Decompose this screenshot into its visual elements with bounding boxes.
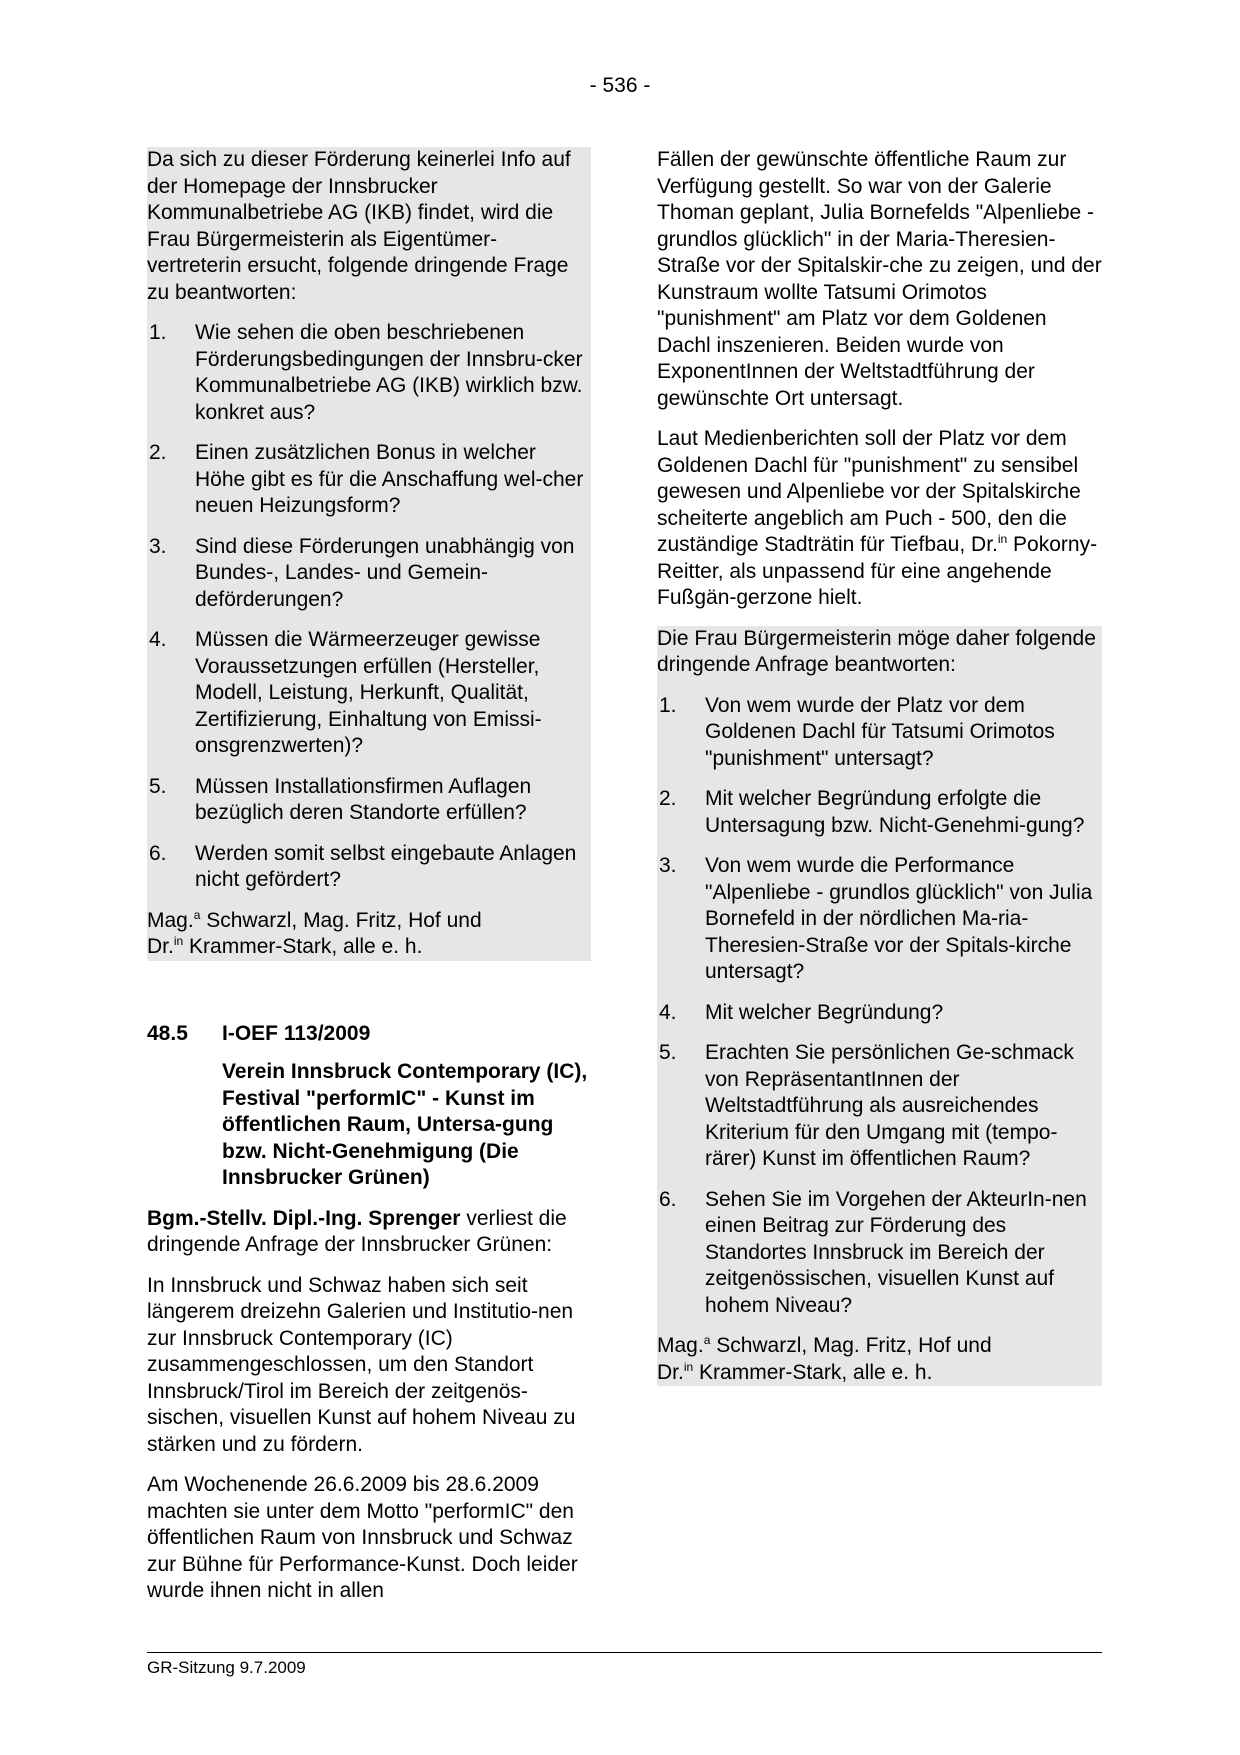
list-item [657,1000,1102,1027]
list-item-number: 5. [659,1041,677,1064]
question-list [147,320,591,894]
list-item-number: 3. [659,854,677,877]
signature-sup: in [683,1359,694,1374]
left-column [147,147,591,1619]
list-item [147,534,591,614]
list-item-text: Von wem wurde die Performance "Alpenliebe - grundlos glücklich" von Julia Bornefeld in der nördlichen Ma-ria-Theresien-Straße vor der Spitals-kirche untersagt? [705,854,1093,983]
list-item [147,440,591,520]
list-item-number: 4. [149,628,167,651]
body-paragraph: Am Wochenende 26.6.2009 bis 28.6.2009 machten sie unter dem Motto "performIC" den öffentlichen Raum von Innsbruck und Schwaz zur Bühne für Performance-Kunst. Doch leider wurde ihnen nicht in allen [147,1473,578,1602]
list-item-text: Sind diese Förderungen unabhängig von Bundes-, Landes- und Gemein-deförderungen? [195,534,575,611]
list-item [147,627,591,760]
speaker-name: Bgm.-Stellv. Dipl.-Ing. Sprenger [147,1206,461,1230]
page-number: - 536 - [589,74,651,97]
list-item-text: Mit welcher Begründung erfolgte die Untersagung bzw. Nicht-Genehmi-gung? [705,787,1085,837]
list-item [657,1040,1102,1173]
signature [147,908,591,961]
signature-title: Mag. [657,1334,704,1357]
list-item-text: Mit welcher Begründung? [705,1000,944,1024]
list-item-text: Müssen Installationsfirmen Auflagen bezüglich deren Standorte erfüllen? [195,774,532,824]
body-paragraph [657,426,1102,612]
list-item-text: Werden somit selbst eingebaute Anlagen nicht gefördert? [195,841,577,891]
signature-sup: a [703,1333,711,1347]
body-paragraph: Fällen der gewünschte öffentliche Raum zur Verfügung gestellt. So war von der Galerie Thoman geplant, Julia Bornefelds "Alpenliebe - grundlos glücklich" in der Maria-Theresien-Straße vor der Spitalskir-che zu zeigen, und der Kunstraum wollte Tatsumi Orimotos "punishment" am Platz vor dem Goldenen Dachl inszenieren. Beiden wurde von ExponentInnen der Weltstadtführung der gewünschte Ort untersagt. [657,148,1102,410]
signature-names: Schwarzl, Mag. Fritz, Hof und [200,908,482,932]
question-block-performic [657,626,1102,1387]
list-item-number: 5. [149,774,167,798]
intro-paragraph: Da sich zu dieser Förderung keinerlei Info auf der Homepage der Innsbrucker Kommunalbetriebe AG (IKB) findet, wird die Frau Bürgermeisterin als Eigentümer-vertreterin ersucht, folgende dringende Frage zu beantworten: [147,148,571,304]
right-column [657,147,1102,1386]
signature-sup: in [173,934,184,948]
intro-paragraph: Die Frau Bürgermeisterin möge daher folgende dringende Anfrage beantworten: [657,626,1096,676]
signature-title: Dr. [147,935,174,958]
list-item-text: Von wem wurde der Platz vor dem Goldenen Dachl für Tatsumi Orimotos "punishment" untersagt? [705,693,1055,770]
section-heading [147,1021,591,1192]
question-list [657,693,1102,1320]
footer-divider [147,1652,1102,1653]
list-item-number: 6. [149,841,167,865]
list-item [147,774,591,827]
list-item-text: Erachten Sie persönlichen Ge-schmack von RepräsentantInnen der Weltstadtführung als ausreichendes Kriterium für den Umgang mit (tempo-rärer) Kunst im öffentlichen Raum? [705,1041,1074,1170]
body-text: Pokorny-Reitter, als unpassend für eine angehende Fußgän-gerzone hielt. [657,533,1098,609]
list-item-number: 2. [149,441,167,464]
signature-names: Krammer-Stark, alle e. h. [183,935,423,958]
body-text: Laut Medienberichten soll der Platz vor dem Goldenen Dachl für "punishment" zu sensibel gewesen und Alpenliebe vor der Spitalskirche scheiterte angeblich am Puch - 500, den die zuständige Stadträtin für Tiefbau, Dr. [657,427,1081,556]
list-item-text: Müssen die Wärmeerzeuger gewisse Voraussetzungen erfüllen (Hersteller, Modell, Leistung, Herkunft, Qualität, Zertifizierung, Einhaltung von Emissi-onsgrenzwerten)? [195,628,542,757]
section-title: Verein Innsbruck Contemporary (IC), Festival "performIC" - Kunst im öffentlichen Raum, Untersa-gung bzw. Nicht-Genehmigung (Die Innsbrucker Grünen) [222,1060,588,1189]
signature-title: Mag. [147,908,194,932]
list-item-number: 6. [659,1187,677,1211]
list-item-number: 1. [149,321,167,344]
signature-title: Dr. [657,1360,684,1384]
title-sup: in [997,532,1008,546]
signature-sup: a [193,907,201,922]
signature-names: Krammer-Stark, alle e. h. [693,1360,933,1384]
section-code: I-OEF 113/2009 [222,1021,371,1045]
list-item-number: 4. [659,1000,677,1024]
list-item-number: 3. [149,534,167,558]
list-item [657,693,1102,773]
question-block-ikb [147,147,591,961]
list-item [657,1187,1102,1320]
speaker-text: verliest die dringende Anfrage der Innsbrucker Grünen: [147,1206,567,1256]
list-item [657,786,1102,839]
list-item [147,841,591,894]
speaker-paragraph [147,1206,591,1259]
list-item-number: 1. [659,693,677,717]
list-item-text: Sehen Sie im Vorgehen der AkteurIn-nen einen Beitrag zur Förderung des Standortes Innsbruck im Bereich der zeitgenössischen, visuellen Kunst auf hohem Niveau? [705,1187,1087,1317]
list-item [657,853,1102,986]
list-item-text: Wie sehen die oben beschriebenen Förderungsbedingungen der Innsbru-cker Kommunalbetriebe AG (IKB) wirklich bzw. konkret aus? [195,321,583,424]
signature-names: Schwarzl, Mag. Fritz, Hof und [710,1334,992,1357]
body-paragraph: In Innsbruck und Schwaz haben sich seit längerem dreizehn Galerien und Institutio-nen zur Innsbruck Contemporary (IC) zusammengeschlossen, um den Standort Innsbruck/Tirol im Bereich der zeitgenös-sischen, visuellen Kunst auf hohem Niveau zu stärken und zu fördern. [147,1273,576,1456]
list-item-number: 2. [659,787,677,810]
list-item-text: Einen zusätzlichen Bonus in welcher Höhe gibt es für die Anschaffung wel-cher neuen Heizungsform? [195,441,584,517]
footer-text: GR-Sitzung 9.7.2009 [147,1658,306,1677]
section-number: 48.5 [147,1021,188,1045]
signature [657,1333,1102,1386]
list-item [147,320,591,426]
